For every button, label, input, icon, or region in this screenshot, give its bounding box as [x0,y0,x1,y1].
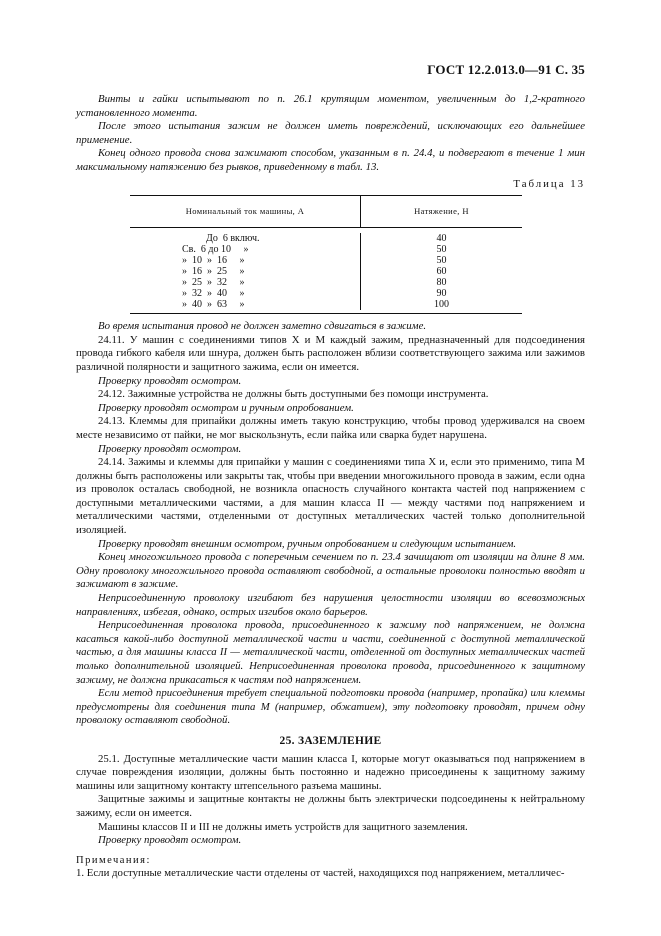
table-cell: 60 [436,266,447,278]
table-cell: 50 [436,244,447,256]
page-header: ГОСТ 12.2.013.0—91 С. 35 [427,62,585,77]
check-note: Проверку проводят осмотром. [98,834,242,847]
table-cell: 100 [434,299,449,311]
note-item: 1. Если доступные металлические части отделены от частей, находящихся под напряжением, металличес- [76,867,565,880]
clause-24-13: 24.13. Клеммы для припайки должны иметь такую конструкцию, чтобы провод удерживался на своем месте независимо от пайки, не мог выскользнуть, если пайка или сварка будет нарушена. [76,415,585,441]
paragraph: Во время испытания провод не должен заметно сдвигаться в зажиме. [98,320,427,333]
clause-24-11: 24.11. У машин с соединениями типов X и M каждый зажим, предназначенный для подсоединения провода гибкого кабеля или шнура, должен быть расположен вблизи соответствующего зажима или зажимов различной полярности и защитного зажима, если он имеется. [76,333,585,373]
table-cell: » 10 » 16 » [182,255,245,267]
table-cell: » 40 » 63 » [182,299,245,311]
table-cell: » 16 » 25 » [182,266,245,278]
clause-25-1: 25.1. Доступные металлические части машин класса I, которые могут оказываться под напряжением в случае повреждения изоляции, должны быть постоянно и надежно присоединены к защитному зажиму машины или защитному контакту штепсельного разъема машины. [76,752,585,792]
check-note: Проверку проводят осмотром. [98,442,242,455]
check-note: Проверку проводят осмотром. [98,374,242,387]
paragraph: Неприсоединенная проволока провода, присоединенного к зажиму под напряжением, не должна касаться какой-либо доступной металлической части и части, соединенной с доступной металлической частью, а для машины класса II — металлической части, отделенной от доступных металлических частей только дополнительной изоляцией. Неприсоединенная проволока провода, присоединенного к защитному зажиму, не должна прикасаться к частям под напряжением. [76,619,585,686]
check-note: Проверку проводят осмотром и ручным опробованием. [98,401,354,414]
table-cell: » 25 » 32 » [182,277,245,289]
table-header [130,196,522,228]
check-note: Проверку проводят внешним осмотром, ручным опробованием и следующим испытанием. [98,537,517,550]
paragraph: Машины классов II и III не должны иметь устройств для защитного заземления. [98,820,468,833]
paragraph: Неприсоединенную проволоку изгибают без нарушения целостности изоляции во всевозможных направлениях, избегая, однако, острых изгибов около барьеров. [76,592,585,618]
table-cell: Св. 6 до 10 » [182,244,249,256]
table-cell: 80 [436,277,447,289]
table-cell: 40 [436,233,447,245]
paragraph: После этого испытания зажим не должен иметь повреждений, исключающих его дальнейшее применение. [76,120,585,146]
table-body [130,228,522,313]
table-col-current [130,233,361,310]
section-title: 25. ЗАЗЕМЛЕНИЕ [279,734,382,747]
page-content [76,93,585,881]
table-cell: » 32 » 40 » [182,288,245,300]
table-header-current: Номинальный ток машины, А [130,196,361,227]
paragraph: Конец многожильного провода с поперечным сечением по п. 23.4 зачищают от изоляции на длине 8 мм. Одну проволоку многожильного провода оставляют свободной, а остальные проволоки полностью вводят и зажимают в зажиме. [76,551,585,591]
paragraph: Если метод присоединения требует специальной подготовки провода (например, пропайка) или клеммы предусмотрены для соединения типа M (например, обжатием), эту подготовку проводят, причем одну проволоку оставляют свободной. [76,687,585,727]
table-header-tension: Натяжение, Н [414,205,469,216]
table-cell: 50 [436,255,447,267]
clause-24-12: 24.12. Зажимные устройства не должны быть доступными без помощи инструмента. [98,388,489,401]
paragraph: Винты и гайки испытывают по п. 26.1 крутящим моментом, увеличенным до 1,2-кратного установленного момента. [76,93,585,119]
table-col-tension [361,233,522,310]
clause-24-14: 24.14. Зажимы и клеммы для припайки у машин с соединениями типа X и, если это применимо, типа M должны быть расположены или закрыты так, чтобы при введении многожильного провода в зажим, если одна из проволок осталась свободной, не возникла опасность случайного контакта частей под напряжением с доступными металлическими частями, а для машин класса II — между частями под напряжением и металлическими частями, отделенными от доступных металлических частей только дополнительной изоляцией. [76,456,585,537]
table-caption: Таблица 13 [513,177,585,190]
paragraph: Защитные зажимы и защитные контакты не должны быть электрически подсоединены к нейтральному зажиму, если он имеется. [76,793,585,819]
table-13 [130,195,522,314]
table-cell: До 6 включ. [206,233,260,245]
notes-heading: Примечания: [76,854,151,866]
paragraph: Конец одного провода снова зажимают способом, указанным в п. 24.4, и подвергают в течение 1 мин максимальному натяжению без рывков, приведенному в табл. 13. [76,147,585,173]
table-cell: 90 [436,288,447,300]
